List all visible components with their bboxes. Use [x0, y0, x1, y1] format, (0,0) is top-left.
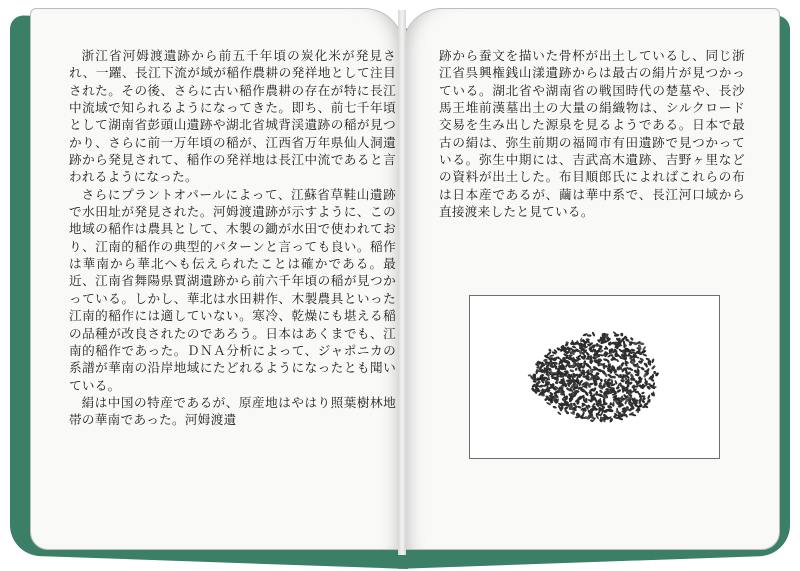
seed-photo	[469, 295, 720, 459]
left-paragraph-3: 絹は中国の特産であるが、原産地はやはり照葉樹林地帯の華南であった。河姆渡遺	[69, 394, 396, 428]
left-paragraph-1: 浙江省河姆渡遺跡から前五千年頃の炭化米が発見され、一躍、長江下流が域が稲作農耕の発祥地として注目された。その後、さらに古い稲作農耕の存在が特に長江中流域で知られるようになってきた。即ち、前七千年頃として湖南省彭頭山遺跡や湖北省城背渓遺跡の稲が見つかり、さらに前一万年頃の稲が、江西省万年県仙人洞遺跡から発見されて、稲作の発祥地は長江中流であると言われるようになった。	[69, 48, 396, 185]
right-page	[402, 8, 780, 550]
left-page	[30, 8, 404, 550]
right-paragraph-1: 跡から蚕文を描いた骨杯が出土しているし、同じ浙江省呉興権銭山漾遺跡からは最古の絹片が見つかっている。湖北省や湖南省の戦国時代の楚墓や、長沙馬王堆前漢墓出土の大量の絹織物は、シルクロード交易を生み出した源泉を見るようである。日本で最古の絹は、弥生前期の福岡市有田遺跡で見つかっている。弥生中期には、吉武高木遺跡、吉野ヶ里などの資料が出土した。布目順郎氏によればこれらの布は日本産であるが、繭は華中系で、長江河口域から直接渡来したと見ている。	[439, 48, 745, 220]
right-page-text	[439, 47, 745, 220]
seed-pile-image	[470, 296, 719, 458]
left-page-text	[69, 47, 396, 429]
book-gutter	[398, 10, 406, 555]
left-paragraph-2: さらにプラントオパールによって、江蘇省草鞋山遺跡で水田址が発見された。河姆渡遺跡が示すように、この地域の稲作は農具として、木製の鋤が水田で使われており、江南的稲作の典型的パターンと言っても良い。稲作は華南から華北へも伝えられたことは確かである。最近、江南省舞陽県賈湖遺跡から前六千年頃の稲が見つかっている。しかし、華北は水田耕作、木製農具といった江南的稲作には適していない。寒冷、乾燥にも堪える稲の品種が改良されたのであろう。日本はあくまでも、江南的稲作であった。ＤＮＡ分析によって、ジャポニカの系譜が華南の沿岸地域にたどれるようになったとも聞いている。	[69, 186, 396, 393]
